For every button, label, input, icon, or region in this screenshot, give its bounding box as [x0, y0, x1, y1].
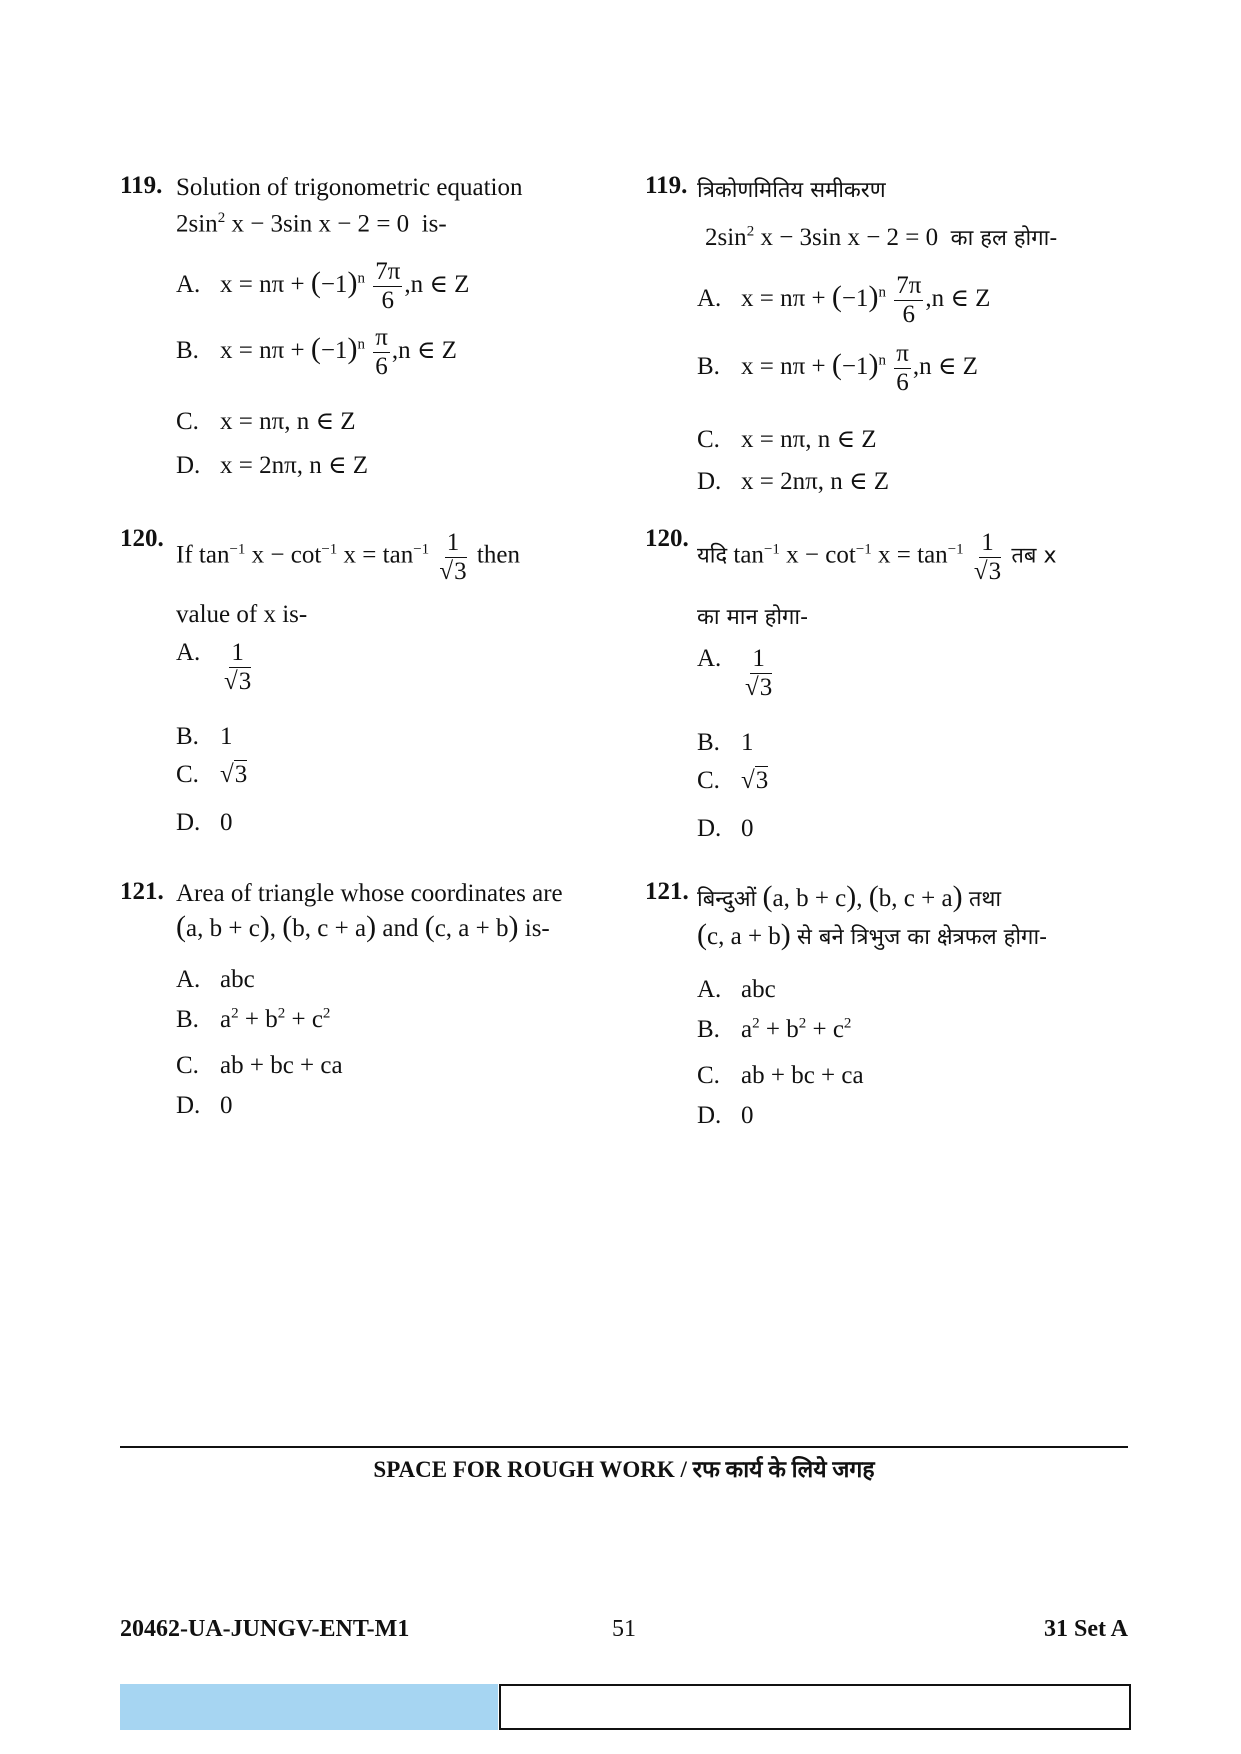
booklet-code: 20462-UA-JUNGV-ENT-M1	[120, 1616, 410, 1642]
footer-color-bar	[120, 1684, 498, 1730]
option-d[interactable]: D. x = 2nπ, n ∈ Z	[697, 468, 889, 495]
question-number: 119.	[645, 172, 688, 199]
question-number: 121.	[645, 878, 689, 905]
option-d[interactable]: D. 0	[176, 809, 233, 836]
option-c[interactable]: C. x = nπ, n ∈ Z	[697, 426, 877, 453]
question-number: 120.	[645, 525, 689, 552]
option-b[interactable]: B. 1	[697, 729, 754, 756]
option-c[interactable]: C. √3	[697, 767, 769, 794]
question-text: बिन्दुओं (a, b + c), (b, c + a) तथा	[697, 880, 1002, 913]
question-text: Solution of trigonometric equation	[176, 174, 523, 201]
option-c[interactable]: C. x = nπ, n ∈ Z	[176, 408, 356, 435]
question-text-line2: value of x is-	[176, 601, 308, 628]
question-text: यदि $\tan^{-1} x - \cot^{-1} x = \tan^{-1}$ $\frac{1}{√3}$ तब x	[697, 529, 1057, 585]
option-c[interactable]: C. ab + bc + ca	[176, 1052, 343, 1079]
question-equation: $2\sin^2$ x − 3sin x − 2 = 0 is-	[176, 210, 447, 238]
option-a[interactable]: A. $x = n\pi + (-1)^n$ $\frac{7\pi}{6}$ ,n ∈ Z	[176, 258, 470, 314]
option-b[interactable]: B. $a^2 + b^2 + c^2$	[697, 1016, 852, 1044]
option-c[interactable]: C. √3	[176, 761, 248, 788]
option-d[interactable]: D. 0	[697, 1102, 754, 1129]
option-b[interactable]: B. $a^2 + b^2 + c^2$	[176, 1006, 331, 1034]
option-c[interactable]: C. ab + bc + ca	[697, 1062, 864, 1089]
rough-work-divider	[120, 1446, 1128, 1448]
set-label: 31 Set A	[1044, 1616, 1128, 1642]
option-b[interactable]: B. 1	[176, 723, 233, 750]
option-d[interactable]: D. x = 2nπ, n ∈ Z	[176, 452, 368, 479]
option-a[interactable]: A. abc	[697, 976, 776, 1003]
page-number: 51	[612, 1616, 636, 1642]
question-number: 119.	[120, 172, 163, 199]
question-text-line2: का मान होगा-	[697, 605, 809, 630]
question-coordinates: (c, a + b) से बने त्रिभुज का क्षेत्रफल होगा-	[697, 918, 1048, 951]
option-b[interactable]: B. $x = n\pi + (-1)^n$ $\frac{\pi}{6}$ ,n ∈ Z	[176, 324, 457, 380]
question-equation: $2\sin^2$ x − 3sin x − 2 = 0 का हल होगा-	[705, 223, 1058, 251]
option-a[interactable]: A. $x = n\pi + (-1)^n$ $\frac{7\pi}{6}$ ,n ∈ Z	[697, 272, 991, 328]
question-text: त्रिकोणमितिय समीकरण	[697, 178, 886, 203]
option-b[interactable]: B. $x = n\pi + (-1)^n$ $\frac{\pi}{6}$ ,n ∈ Z	[697, 340, 978, 396]
question-number: 121.	[120, 878, 164, 905]
option-a[interactable]: A. $\frac{1}{√3}$	[176, 639, 252, 695]
question-coordinates: (a, b + c), (b, c + a) and (c, a + b) is-	[176, 910, 550, 943]
question-text: If $\tan^{-1} x - \cot^{-1} x = \tan^{-1}$ $\frac{1}{√3}$ then	[176, 529, 520, 585]
option-d[interactable]: D. 0	[176, 1092, 233, 1119]
question-text: Area of triangle whose coordinates are	[176, 880, 563, 907]
option-a[interactable]: A. $\frac{1}{√3}$	[697, 645, 773, 701]
question-number: 120.	[120, 525, 164, 552]
option-d[interactable]: D. 0	[697, 815, 754, 842]
option-a[interactable]: A. abc	[176, 966, 255, 993]
rough-work-label: SPACE FOR ROUGH WORK / रफ कार्य के लिये जगह	[373, 1457, 875, 1482]
footer-empty-box	[499, 1684, 1131, 1730]
